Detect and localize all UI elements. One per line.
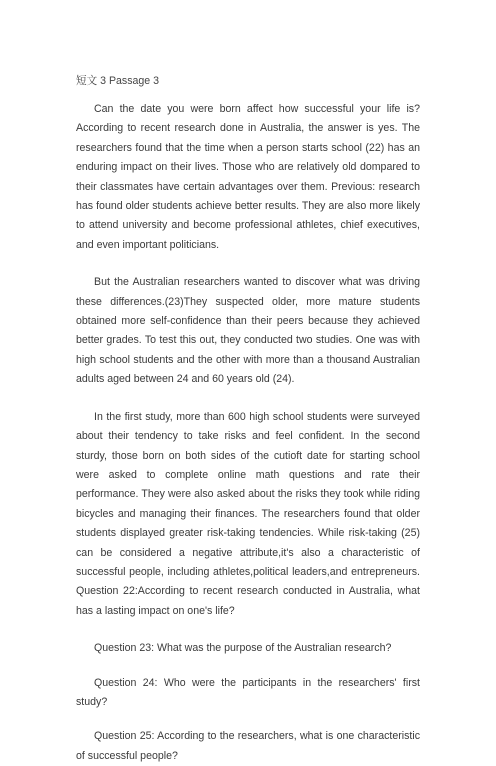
question-23: Question 23: What was the purpose of the Australian research? xyxy=(94,642,392,655)
paragraph-2: But the Australian researchers wanted to discover what was driving these differences.(23)They suspected older, more mature students obtained more self-confidence than their peers because they achieved better grades. To test this out, they conducted two studies. One was with high school students and the other with more than a thousand Australian adults aged between 24 and 60 years old (24). xyxy=(76,276,420,386)
paragraph-3: In the first study, more than 600 high school students were surveyed about their tendency to take risks and feel confident. In the second sturdy, those born on both sides of the cutioft date for starting school were asked to complete online math questions and rate their performance. They were also asked about the risks they took while riding bicycles and managing their finances. The researchers found that older students displayed greater risk-taking tendencies. While risk-taking (25) can be considered a negative attribute,it's also a characteristic of successful people, including athletes,political leaders,and entrepreneurs. Question 22:According to recent research conducted in Australia, what has a lasting impact on one's life? xyxy=(76,410,420,617)
paragraph-1: Can the date you were born affect how successful your life is? According to recent research done in Australia, the answer is yes. The researchers found that the time when a person starts school (22) has an enduring impact on their lives. Those who are relatively old dompared to their classmates have certain advantages over them. Previous: research has found older students achieve better results. They are also more likely to attend university and become professional athletes, chief executives, and even important politicians. xyxy=(76,103,420,251)
passage-title: 短文 3 Passage 3 xyxy=(76,75,160,87)
question-25: Question 25: According to the researchers, what is one characteristic of successful people? xyxy=(76,730,420,762)
question-24: Question 24: Who were the participants in the researchers' first study? xyxy=(76,676,420,708)
